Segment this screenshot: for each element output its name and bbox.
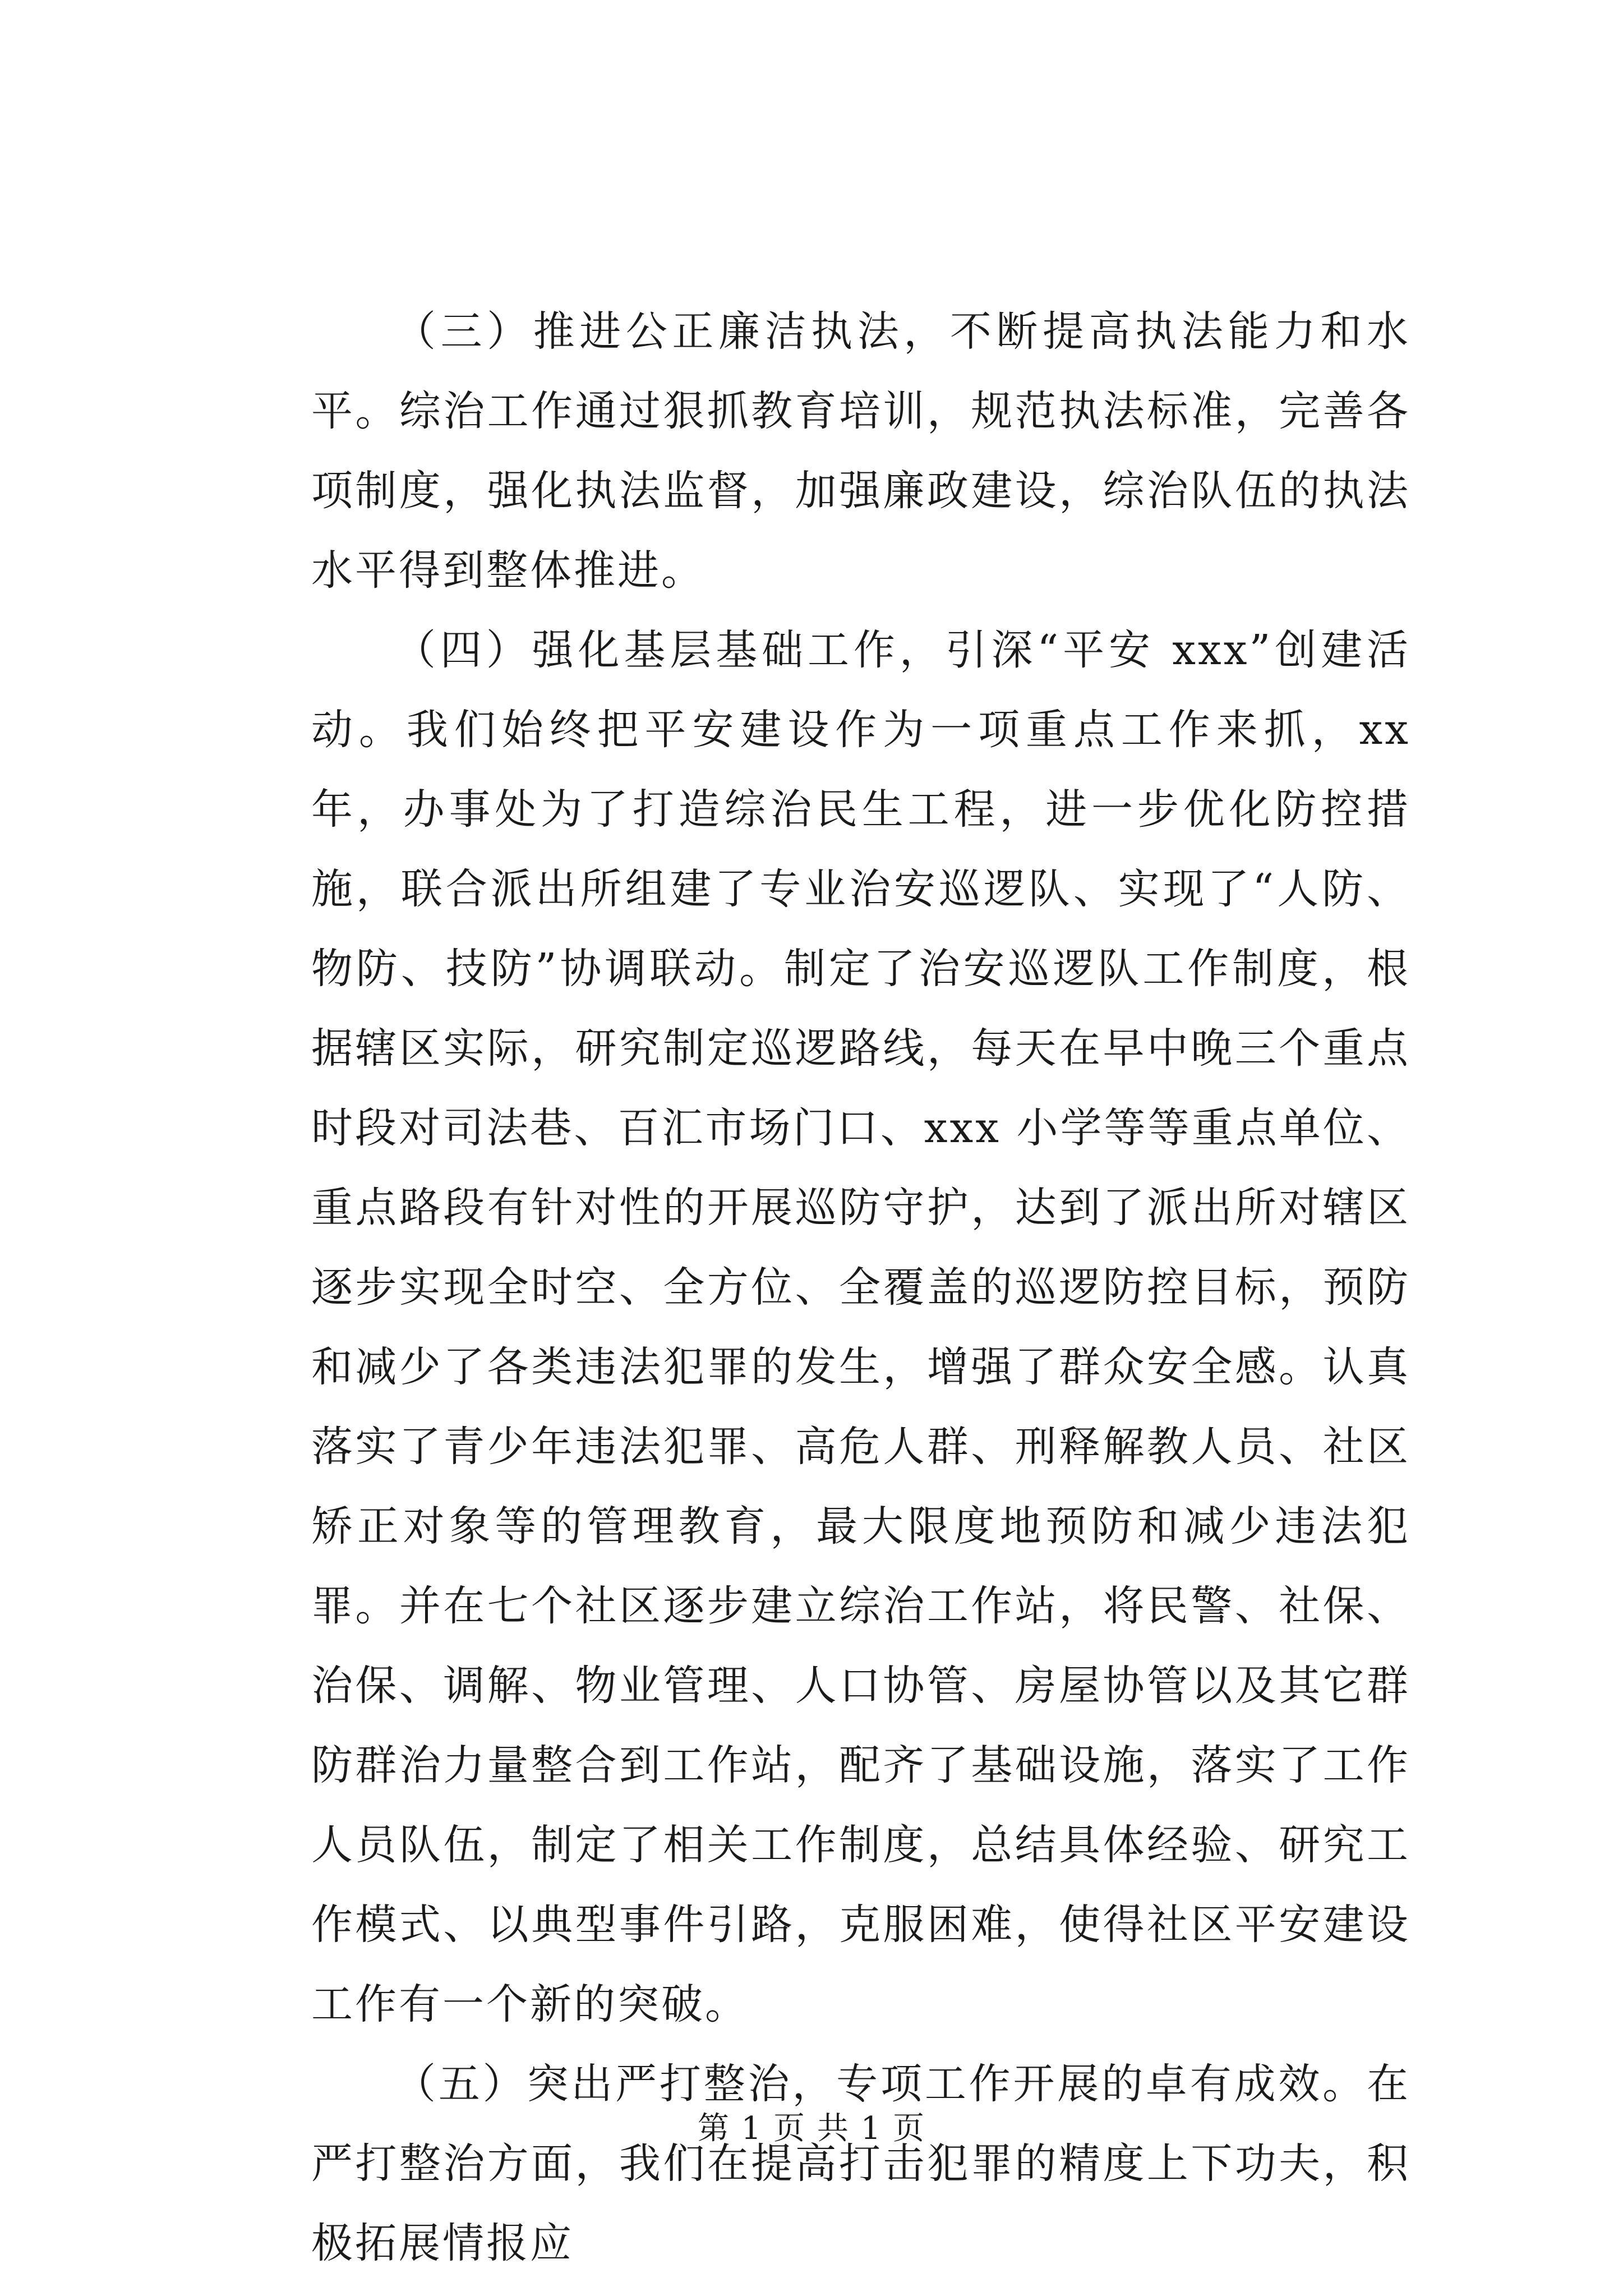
paragraph-section-4: （四）强化基层基础工作，引深“平安 xxx”创建活动。我们始终把平安建设作为一项重点工作来抓，xx 年，办事处为了打造综治民生工程，进一步优化防控措施，联合派出所组建了专业治安巡逻队、实现了“人防、物防、技防”协调联动。制定了治安巡逻队工作制度，根据辖区实际，研究制定巡逻路线，每天在早中晚三个重点时段对司法巷、百汇市场门口、xxx 小学等等重点单位、重点路段有针对性的开展巡防守护，达到了派出所对辖区逐步实现全时空、全方位、全覆盖的巡逻防控目标，预防和减少了各类违法犯罪的发生，增强了群众安全感。认真落实了青少年违法犯罪、高危人群、刑释解教人员、社区矫正对象等的管理教育，最大限度地预防和减少违法犯罪。并在七个社区逐步建立综治工作站，将民警、社保、治保、调解、物业管理、人口协管、房屋协管以及其它群防群治力量整合到工作站，配齐了基础设施，落实了工作人员队伍，制定了相关工作制度，总结具体经验、研究工作模式、以典型事件引路，克服困难，使得社区平安建设工作有一个新的突破。 bbox=[311, 626, 1410, 2028]
paragraph-section-3: （三）推进公正廉洁执法，不断提高执法能力和水平。综治工作通过狠抓教育培训，规范执法标准，完善各项制度，强化执法监督，加强廉政建设，综治队伍的执法水平得到整体推进。 bbox=[311, 307, 1410, 595]
document-body bbox=[311, 292, 1410, 2283]
page-footer: 第 1 页 共 1 页 bbox=[697, 2110, 926, 2147]
paragraph-section-5: （五）突出严打整治，专项工作开展的卓有成效。在严打整治方面，我们在提高打击犯罪的精度上下功夫，积极拓展情报应 bbox=[311, 2060, 1410, 2267]
